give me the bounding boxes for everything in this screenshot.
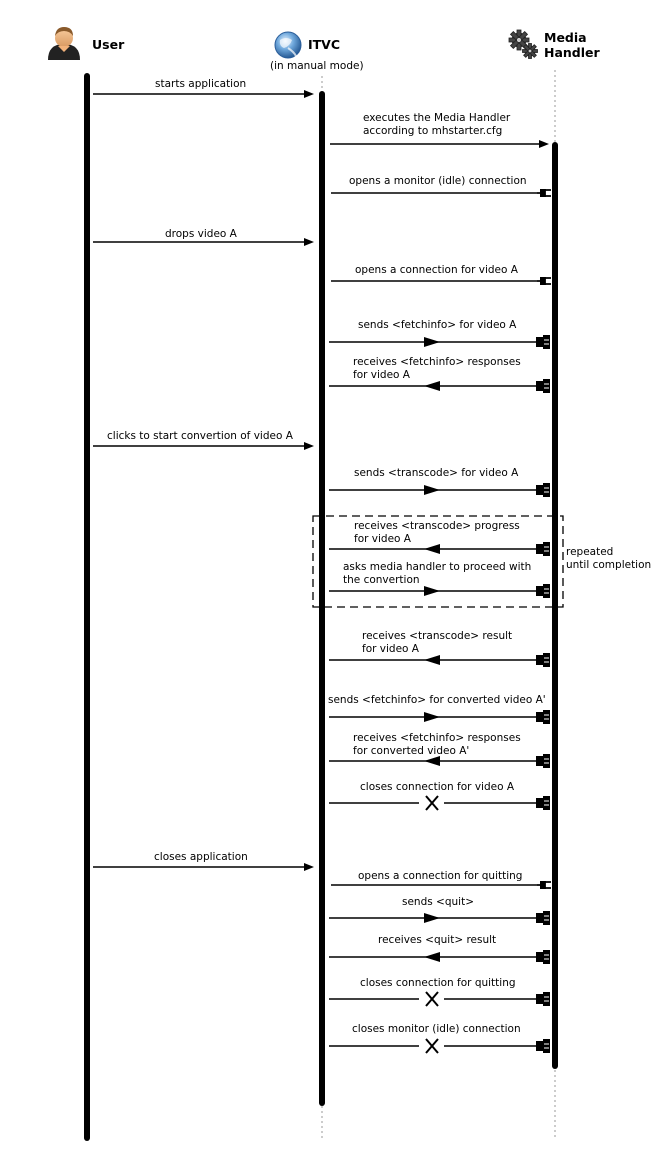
socket-plug-icon [543, 584, 550, 598]
message-label: closes application [154, 851, 248, 863]
plug-icon [540, 881, 545, 889]
message-arrowhead [424, 655, 440, 665]
itvc-participant-subtitle: (in manual mode) [270, 60, 364, 72]
socket-plug-icon [536, 337, 543, 347]
message-arrowhead [424, 544, 440, 554]
socket-plug-icon [543, 379, 550, 393]
message-label: sends <quit> [402, 896, 475, 908]
plug-icon [540, 277, 545, 285]
message-label: asks media handler to proceed with [343, 561, 532, 573]
socket-plug-icon [543, 653, 550, 667]
message-arrowhead [304, 90, 314, 98]
message-label: receives <transcode> progress [354, 520, 520, 532]
socket-plug-icon [543, 950, 550, 964]
socket-plug-icon [536, 712, 543, 722]
loop-label-line1: repeated [566, 546, 614, 558]
message-arrowhead [539, 140, 549, 148]
close-x-icon [426, 992, 438, 1006]
close-x-icon [426, 1039, 438, 1053]
message-label: sends <transcode> for video A [354, 467, 519, 479]
user-participant-label: User [92, 37, 125, 52]
socket-plug-icon [543, 710, 550, 724]
message-label: starts application [155, 78, 247, 90]
socket-plug-icon [543, 483, 550, 497]
itvc-participant-label: ITVC [308, 37, 341, 52]
message-label: the convertion [343, 574, 420, 586]
message-label: drops video A [165, 228, 237, 240]
message-label: for video A [354, 533, 411, 545]
message-label: executes the Media Handler [363, 112, 511, 124]
socket-plug-icon [536, 544, 543, 554]
message-label: receives <quit> result [378, 934, 497, 946]
socket-plug-icon [536, 655, 543, 665]
message-label: opens a connection for video A [355, 264, 518, 276]
close-x-icon [426, 796, 438, 810]
message-arrowhead [424, 756, 440, 766]
message-label: receives <fetchinfo> responses [353, 356, 521, 368]
message-label: sends <fetchinfo> for converted video A' [328, 694, 546, 706]
socket-plug-icon [543, 754, 550, 768]
socket-plug-icon [543, 335, 550, 349]
socket-plug-icon [536, 1041, 543, 1051]
message-label: receives <transcode> result [362, 630, 513, 642]
socket-plug-icon [536, 586, 543, 596]
socket-plug-icon [536, 756, 543, 766]
socket-plug-icon [536, 913, 543, 923]
message-arrowhead [424, 913, 440, 923]
message-arrowhead [424, 485, 440, 495]
socket-plug-icon [543, 992, 550, 1006]
message-label: sends <fetchinfo> for video A [358, 319, 517, 331]
loop-label-line2: until completion [566, 559, 652, 571]
socket-plug-icon [543, 911, 550, 925]
message-label: closes connection for quitting [360, 977, 516, 989]
media-participant-label-line2: Handler [544, 45, 600, 60]
socket-plug-icon [536, 798, 543, 808]
message-arrowhead [304, 238, 314, 246]
message-label: receives <fetchinfo> responses [353, 732, 521, 744]
socket-plug-icon [536, 381, 543, 391]
message-arrowhead [304, 442, 314, 450]
socket-plug-icon [543, 1039, 550, 1053]
socket-plug-icon [536, 952, 543, 962]
globe-icon [275, 32, 301, 58]
message-arrowhead [424, 586, 440, 596]
message-label: for converted video A' [353, 745, 470, 757]
socket-plug-icon [543, 542, 550, 556]
socket-plug-icon [543, 796, 550, 810]
message-arrowhead [424, 952, 440, 962]
media-participant-label-line1: Media [544, 30, 587, 45]
socket-plug-icon [536, 994, 543, 1004]
message-label: according to mhstarter.cfg [363, 125, 503, 137]
message-arrowhead [424, 381, 440, 391]
message-arrowhead [304, 863, 314, 871]
message-label: closes monitor (idle) connection [352, 1023, 521, 1035]
gears-icon [509, 30, 538, 59]
message-label: opens a monitor (idle) connection [349, 175, 527, 187]
user-icon [48, 27, 80, 60]
message-label: opens a connection for quitting [358, 870, 523, 882]
socket-plug-icon [536, 485, 543, 495]
plug-icon [540, 189, 545, 197]
message-arrowhead [424, 712, 440, 722]
message-label: for video A [353, 369, 410, 381]
message-label: closes connection for video A [360, 781, 515, 793]
message-label: for video A [362, 643, 419, 655]
message-arrowhead [424, 337, 440, 347]
message-label: clicks to start convertion of video A [107, 430, 293, 442]
